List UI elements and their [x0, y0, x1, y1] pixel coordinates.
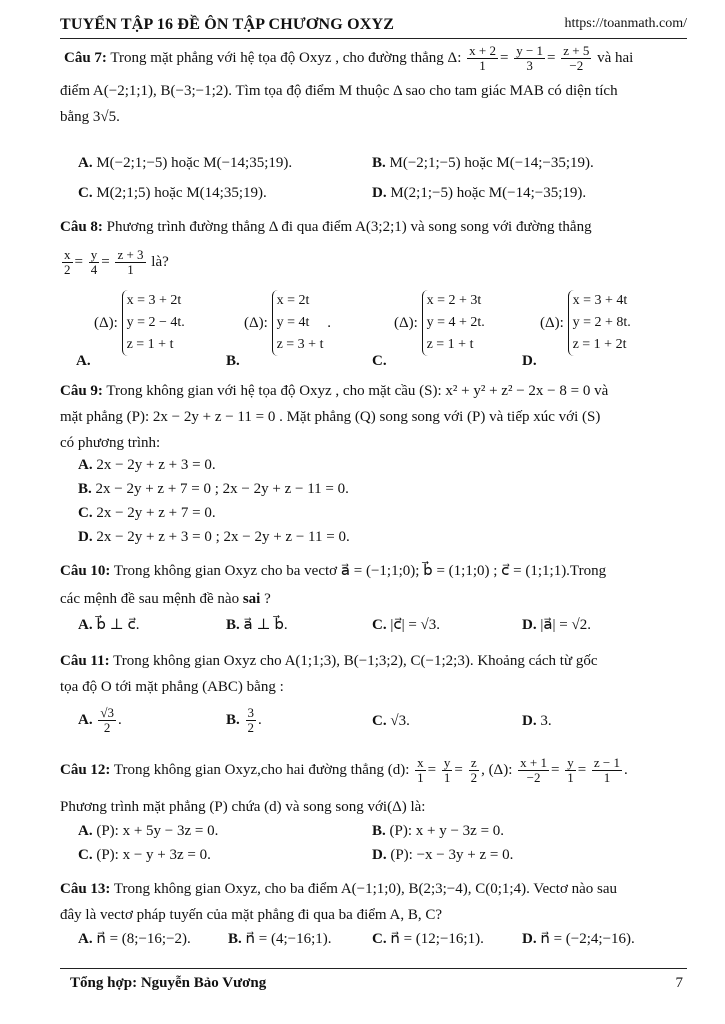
q8-line1: Câu 8: Phương trình đường thẳng Δ đi qua điểm A(3;2;1) và song song với đường thẳng — [60, 219, 592, 235]
q10-line1: Câu 10: Trong không gian Oxyz cho ba vectơ a⃗ = (−1;1;0); b⃗ = (1;1;0) ; c⃗ = (1;1;1).Trong — [60, 563, 607, 579]
q9-option-c[interactable]: C. 2x − 2y + z + 7 = 0. — [78, 505, 216, 521]
q9-option-a[interactable]: A. 2x − 2y + z + 3 = 0. — [78, 457, 216, 473]
q12-option-d[interactable]: D. (P): −x − 3y + z = 0. — [372, 847, 514, 863]
q12-line1: Câu 12: Trong không gian Oxyz,cho hai đường thẳng (d): $\frac{x}{1}$ = $\frac{y}{1}$ = $\frac{z}{2}$ , (Δ): $\frac{x + 1}{-2}$ = $\frac{y}{1}$ = $\frac{z - 1}{1}$ . — [60, 755, 628, 785]
q11-option-a[interactable]: A. $\frac{√3}{2}$ . — [78, 705, 122, 735]
q8-option-c[interactable]: C. (Δ): x = 2 + 3t y = 4 + 2t. z = 1 + t — [372, 290, 485, 356]
q8-line2: $\frac{x}{2}$ = $\frac{y}{4}$ = $\frac{z + 3}{1}$ là? — [64, 247, 169, 277]
q7-option-a[interactable]: A. M(−2;1;−5) hoặc M(−14;35;19). — [78, 155, 293, 171]
q12-option-a[interactable]: A. (P): x + 5y − 3z = 0. — [78, 823, 219, 839]
q13-option-b[interactable]: B. n⃗ = (4;−16;1). — [228, 931, 332, 947]
q7-option-b[interactable]: B. M(−2;1;−5) hoặc M(−14;−35;19). — [372, 155, 594, 171]
q11-option-b[interactable]: B. $\frac{3}{2}$ . — [226, 705, 262, 735]
q12-option-c[interactable]: C. (P): x − y + 3z = 0. — [78, 847, 211, 863]
page-footer — [60, 968, 687, 991]
q11-line2: tọa độ O tới mặt phẳng (ABC) bằng : — [60, 679, 284, 695]
q10-option-c[interactable]: C. |c⃗| = √3. — [372, 617, 441, 633]
header-url[interactable]: https://toanmath.com/ — [564, 16, 687, 31]
header-title: TUYỂN TẬP 16 ĐỀ ÔN TẬP CHƯƠNG OXYZ — [60, 16, 395, 33]
q9-line3: có phương trình: — [60, 435, 161, 451]
q10-option-a[interactable]: A. b⃗ ⊥ c⃗. — [78, 617, 140, 633]
q7-frac-x: $\frac{x + 2}{1}$ — [469, 43, 496, 73]
q9-option-b[interactable]: B. 2x − 2y + z + 7 = 0 ; 2x − 2y + z − 11 = 0. — [78, 481, 349, 497]
q9-option-d[interactable]: D. 2x − 2y + z + 3 = 0 ; 2x − 2y + z − 11 = 0. — [78, 529, 350, 545]
q7-option-d[interactable]: D. M(2;1;−5) hoặc M(−14;−35;19). — [372, 185, 587, 201]
q13-option-c[interactable]: C. n⃗ = (12;−16;1). — [372, 931, 484, 947]
q10-option-d[interactable]: D. |a⃗| = √2. — [522, 617, 591, 633]
q10-line2: các mệnh đề sau mệnh đề nào sai ? — [60, 591, 271, 607]
q7-frac-z: $\frac{z + 5}{-2}$ — [563, 43, 590, 73]
q11-option-d[interactable]: D. 3. — [522, 713, 552, 729]
q8-option-d[interactable]: D. (Δ): x = 3 + 4t y = 2 + 8t. z = 1 + 2t — [522, 290, 631, 356]
q9-line1: Câu 9: Trong không gian với hệ tọa độ Oxyz , cho mặt cầu (S): x² + y² + z² − 2x − 8 = 0 và — [60, 383, 609, 399]
q12-line2: Phương trình mặt phẳng (P) chứa (d) và song song với(Δ) là: — [60, 799, 426, 815]
q9-line2: mặt phẳng (P): 2x − 2y + z − 11 = 0 . Mặt phẳng (Q) song song với (P) và tiếp xúc với (S) — [60, 409, 601, 425]
q7-line2: điểm A(−2;1;1), B(−3;−1;2). Tìm tọa độ điểm M thuộc Δ sao cho tam giác MAB có diện tích — [60, 83, 618, 99]
q13-line2: đây là vectơ pháp tuyến của mặt phẳng đi qua ba điểm A, B, C? — [60, 907, 442, 923]
page-number: 7 — [675, 975, 683, 991]
page-header — [60, 14, 687, 39]
q7-frac-y: $\frac{y - 1}{3}$ — [516, 43, 544, 73]
q11-option-c[interactable]: C. √3. — [372, 713, 410, 729]
q8-option-a[interactable]: A. (Δ): x = 3 + 2t y = 2 − 4t. z = 1 + t — [76, 290, 185, 356]
q13-option-d[interactable]: D. n⃗ = (−2;4;−16). — [522, 931, 635, 947]
q7-line3: bằng 3√5. — [60, 109, 120, 125]
q12-option-b[interactable]: B. (P): x + y − 3z = 0. — [372, 823, 505, 839]
q11-line1: Câu 11: Trong không gian Oxyz cho A(1;1;3), B(−1;3;2), C(−1;2;3). Khoảng cách từ gốc — [60, 653, 598, 669]
q8-option-b[interactable]: B. (Δ): x = 2t y = 4t z = 3 + t . — [226, 290, 331, 356]
q7-line1: Câu 7: Trong mặt phẳng với hệ tọa độ Oxyz , cho đường thẳng Δ: $\frac{x + 2}{1}$ = $\frac{y - 1}{3}$ = $\frac{z + 5}{-2}$ và hai — [64, 43, 634, 73]
q13-line1: Câu 13: Trong không gian Oxyz, cho ba điểm A(−1;1;0), B(2;3;−4), C(0;1;4). Vectơ nào sau — [60, 881, 618, 897]
q7-option-c[interactable]: C. M(2;1;5) hoặc M(14;35;19). — [78, 185, 267, 201]
q10-option-b[interactable]: B. a⃗ ⊥ b⃗. — [226, 617, 288, 633]
footer-author: Tổng hợp: Nguyễn Bảo Vương — [70, 975, 267, 991]
q13-option-a[interactable]: A. n⃗ = (8;−16;−2). — [78, 931, 191, 947]
